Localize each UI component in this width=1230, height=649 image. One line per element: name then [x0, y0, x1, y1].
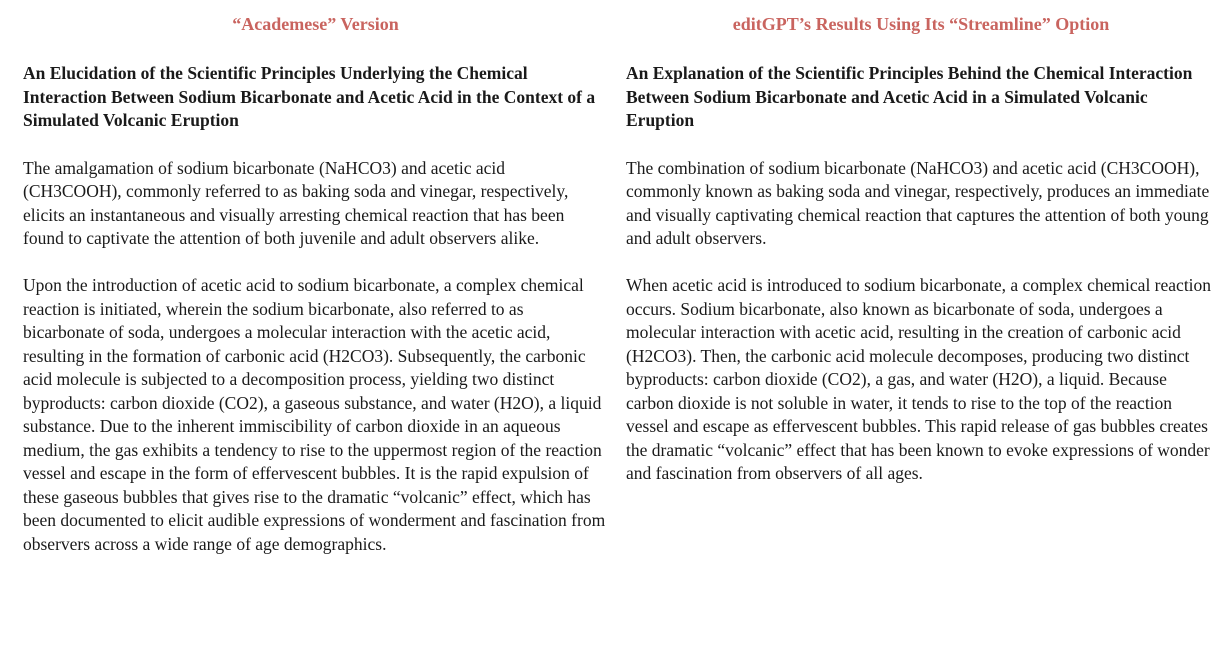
- column-heading: “Academese” Version: [232, 14, 399, 34]
- document-title: An Elucidation of the Scientific Principles Underlying the Chemical Interaction Between Sodium Bicarbonate and Acetic Acid in the Context of a Simulated Volcanic Eruption: [23, 63, 596, 130]
- column-heading: editGPT’s Results Using Its “Streamline” Option: [732, 14, 1110, 34]
- paragraph: Upon the introduction of acetic acid to sodium bicarbonate, a complex chemical reaction is initiated, wherein the sodium bicarbonate, also referred to as bicarbonate of soda, undergoes a molecular interaction with the acetic acid, resulting in the formation of carbonic acid (H2CO3). Subsequently, the carbonic acid molecule is subjected to a decomposition process, yielding two distinct byproducts: carbon dioxide (CO2), a gaseous substance, and water (H2O), a liquid substance. Due to the inherent immiscibility of carbon dioxide in an aqueous medium, the gas exhibits a tendency to rise to the uppermost region of the reaction vessel and escape in the form of effervescent bubbles. It is the rapid expulsion of these gaseous bubbles that gives rise to the dramatic “volcanic” effect, which has been documented to elicit audible expressions of wonderment and fascination from observers across a wide range of age demographics.: [23, 275, 606, 554]
- streamline-column: [626, 0, 1216, 486]
- document-body: [23, 157, 608, 557]
- document-body: [626, 157, 1216, 486]
- paragraph: The amalgamation of sodium bicarbonate (NaHCO3) and acetic acid (CH3COOH), commonly referred to as baking soda and vinegar, respectively, elicits an instantaneous and visually arresting chemical reaction that has been found to captivate the attention of both juvenile and adult observers alike.: [23, 157, 569, 248]
- paragraph: The combination of sodium bicarbonate (NaHCO3) and acetic acid (CH3COOH), commonly known as baking soda and vinegar, respectively, produces an immediate and visually captivating chemical reaction that captures the attention of both young and adult observers.: [626, 157, 1210, 248]
- paragraph: When acetic acid is introduced to sodium bicarbonate, a complex chemical reaction occurs. Sodium bicarbonate, also known as bicarbonate of soda, undergoes a molecular interaction with acetic acid, resulting in the creation of carbonic acid (H2CO3). Then, the carbonic acid molecule decomposes, producing two distinct byproducts: carbon dioxide (CO2), a gas, and water (H2O), a liquid. Because carbon dioxide is not soluble in water, it tends to rise to the top of the reaction vessel and escape as effervescent bubbles. This rapid release of gas bubbles creates the dramatic “volcanic” effect that has been known to evoke expressions of wonder and fascination from observers of all ages.: [626, 275, 1212, 483]
- document-title: An Explanation of the Scientific Principles Behind the Chemical Interaction Between Sodium Bicarbonate and Acetic Acid in a Simulated Volcanic Eruption: [626, 63, 1193, 130]
- academese-column: [23, 0, 608, 556]
